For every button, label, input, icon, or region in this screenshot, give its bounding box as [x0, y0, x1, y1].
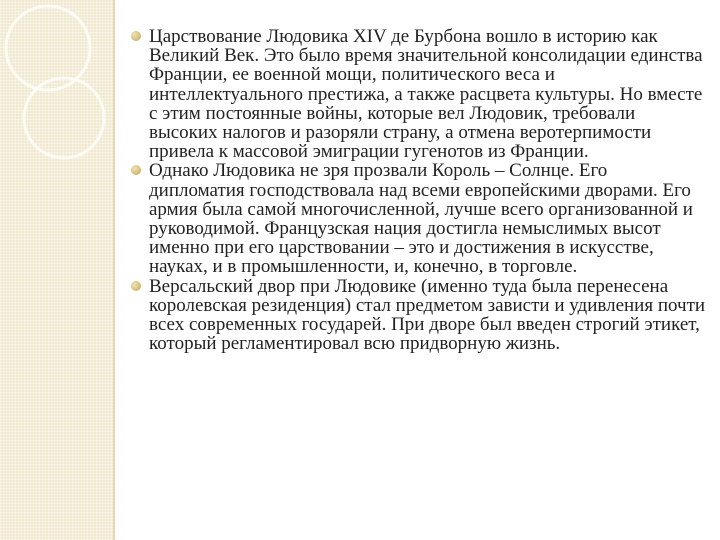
bullet-item [131, 27, 706, 161]
bullet-text: Царствование Людовика XIV де Бурбона вошло в историю как Великий Век. Это было время значительной консолидации единства Франции, ее военной мощи, политического веса и интеллектуального престижа, а также расцвета культуры. Но вместе с этим постоянные войны, которые вел Людовик, требовали высоких налогов и разоряли страну, а отмена веротерпимости привела к массовой эмиграции гугенотов из Франции. [149, 26, 703, 163]
decorative-circle-top [6, 6, 90, 90]
decorative-side-panel [0, 0, 113, 540]
bullet-dot-icon [131, 281, 141, 291]
decorative-circle-bottom [24, 78, 104, 158]
panel-divider [113, 0, 115, 540]
bullet-item [131, 277, 706, 354]
bullet-dot-icon [131, 165, 141, 175]
bullet-list [131, 27, 706, 353]
bullet-dot-icon [131, 31, 141, 41]
decorative-circles [0, 0, 113, 540]
bullet-item [131, 161, 706, 276]
bullet-text: Версальский двор при Людовике (именно туда была перенесена королевская резиденция) стал предметом зависти и удивления почти всех современных государей. При дворе был введен строгий этикет, который регламентировал всю придворную жизнь. [149, 275, 706, 355]
bullet-text: Однако Людовика не зря прозвали Король – Солнце. Его дипломатия господствовала над всеми европейскими дворами. Его армия была самой многочисленной, лучше всего организованной и руководимой. Французская нация достигла немыслимых высот именно при его царствовании – это и достижения в искусстве, науках, и в промышленности, и, конечно, в торговле. [149, 160, 693, 278]
